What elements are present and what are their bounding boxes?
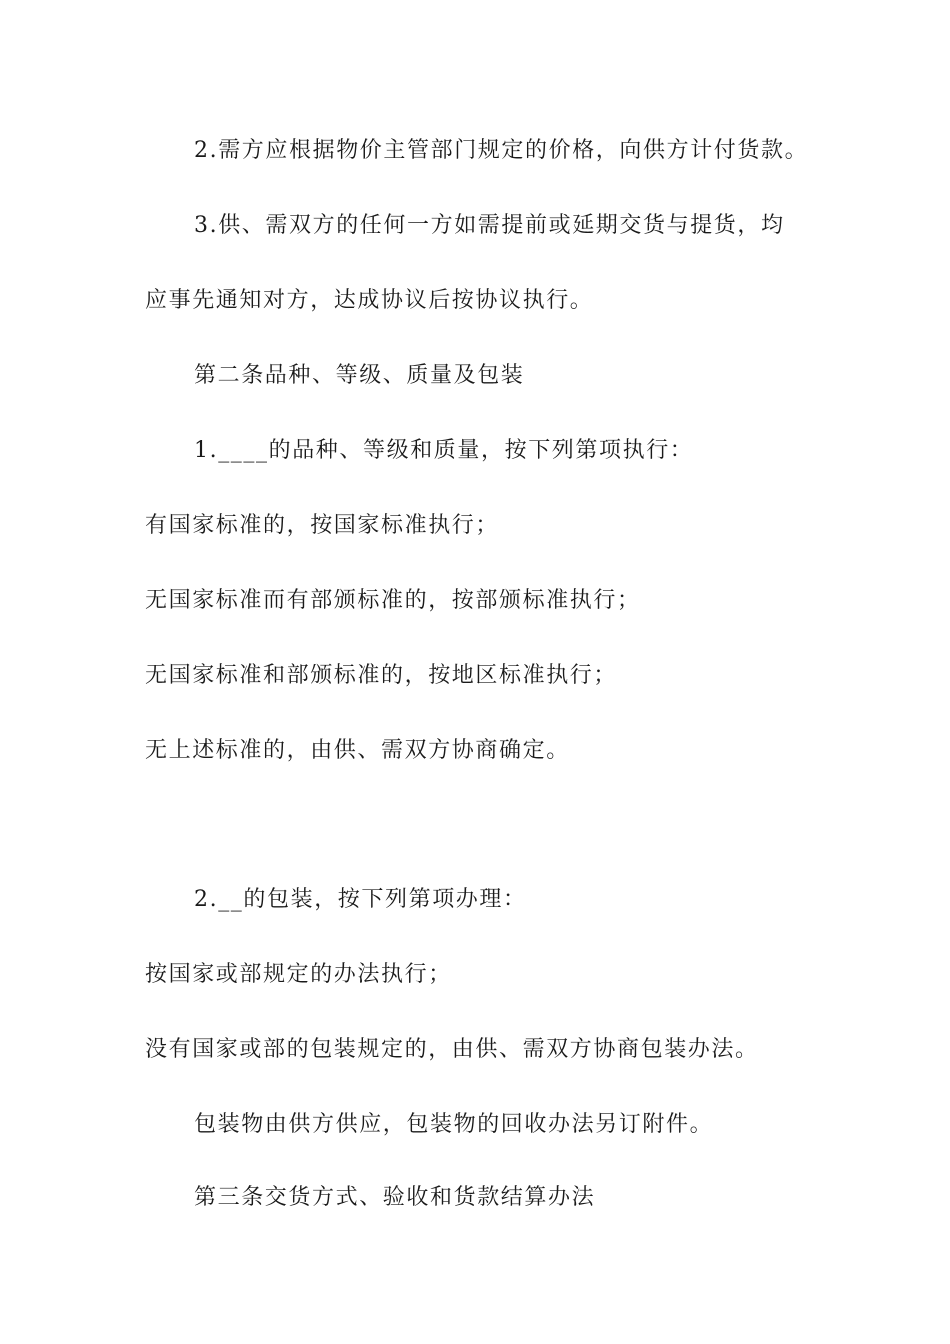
paragraph-variety-quality: 1.____的品种、等级和质量，按下列第项执行：	[194, 438, 694, 463]
section-heading-article-3: 第三条交货方式、验收和货款结算办法	[194, 1185, 596, 1210]
list-item-packaging-rule: 按国家或部规定的办法执行；	[145, 962, 452, 987]
paragraph-packaging-supply: 包装物由供方供应，包装物的回收办法另订附件。	[194, 1112, 714, 1137]
paragraph-early-delivery-cont: 应事先通知对方，达成协议后按协议执行。	[145, 288, 594, 313]
paragraph-packaging: 2.__的包装，按下列第项办理：	[194, 887, 527, 912]
paragraph-early-delivery: 3.供、需双方的任何一方如需提前或延期交货与提货，均	[194, 213, 785, 238]
list-item-regional-standard: 无国家标准和部颁标准的，按地区标准执行；	[145, 663, 618, 688]
section-heading-article-2: 第二条品种、等级、质量及包装	[194, 363, 525, 388]
paragraph-payment-price: 2.需方应根据物价主管部门规定的价格，向供方计付货款。	[194, 138, 809, 163]
list-item-negotiated-standard: 无上述标准的，由供、需双方协商确定。	[145, 738, 570, 763]
list-item-national-standard: 有国家标准的，按国家标准执行；	[145, 513, 500, 538]
list-item-packaging-negotiated: 没有国家或部的包装规定的，由供、需双方协商包装办法。	[145, 1037, 759, 1062]
list-item-ministry-standard: 无国家标准而有部颁标准的，按部颁标准执行；	[145, 588, 641, 613]
